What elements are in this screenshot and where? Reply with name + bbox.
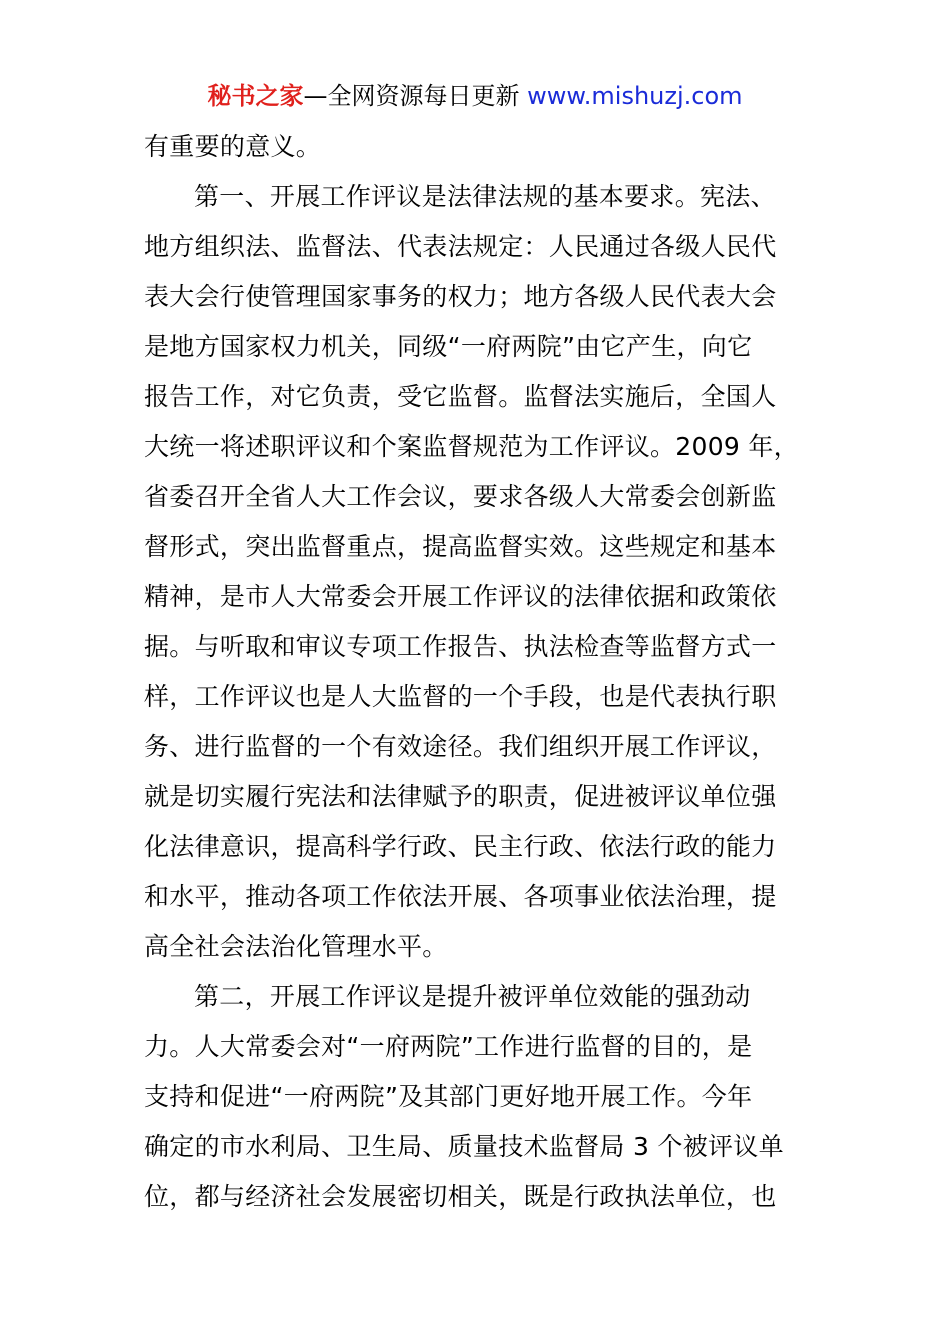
- paragraph-start-line: 第二，开展工作评议是提升被评单位效能的强劲动: [194, 982, 751, 1011]
- text-line: 表大会行使管理国家事务的权力；地方各级人民代表大会: [144, 282, 777, 311]
- header-tagline: —全网资源每日更新: [303, 82, 528, 110]
- paragraph-start-line: 第一、开展工作评议是法律法规的基本要求。宪法、: [194, 182, 776, 211]
- text-line: 和水平，推动各项工作依法开展、各项事业依法治理，提: [144, 882, 777, 911]
- text-line: 样，工作评议也是人大监督的一个手段，也是代表执行职: [144, 682, 777, 711]
- text-line: 位，都与经济社会发展密切相关，既是行政执法单位，也: [144, 1182, 777, 1211]
- site-url-link[interactable]: www.mishuzj.com: [527, 82, 743, 110]
- brand-name: 秘书之家: [207, 82, 304, 110]
- text-line: 据。与听取和审议专项工作报告、执法检查等监督方式一: [144, 632, 777, 661]
- text-line: 务、进行监督的一个有效途径。我们组织开展工作评议，: [144, 732, 777, 761]
- text-line: 督形式，突出监督重点，提高监督实效。这些规定和基本: [144, 532, 777, 561]
- document-body: [144, 122, 804, 1222]
- text-line: 地方组织法、监督法、代表法规定：人民通过各级人民代: [144, 232, 777, 261]
- page-header: [0, 80, 950, 112]
- text-line: 大统一将述职评议和个案监督规范为工作评议。2009 年，: [144, 432, 799, 461]
- text-line: 就是切实履行宪法和法律赋予的职责，促进被评议单位强: [144, 782, 777, 811]
- text-line: 力。人大常委会对“一府两院”工作进行监督的目的，是: [144, 1032, 753, 1061]
- text-line: 报告工作，对它负责，受它监督。监督法实施后，全国人: [144, 382, 777, 411]
- text-line: 化法律意识，提高科学行政、民主行政、依法行政的能力: [144, 832, 777, 861]
- text-line: 有重要的意义。: [144, 132, 322, 161]
- text-line: 精神，是市人大常委会开展工作评议的法律依据和政策依: [144, 582, 777, 611]
- text-line: 确定的市水利局、卫生局、质量技术监督局 3 个被评议单: [144, 1132, 784, 1161]
- text-line: 高全社会法治化管理水平。: [144, 932, 448, 961]
- text-line: 省委召开全省人大工作会议，要求各级人大常委会创新监: [144, 482, 777, 511]
- text-line: 支持和促进“一府两院”及其部门更好地开展工作。今年: [144, 1082, 753, 1111]
- text-line: 是地方国家权力机关，同级“一府两院”由它产生，向它: [144, 332, 753, 361]
